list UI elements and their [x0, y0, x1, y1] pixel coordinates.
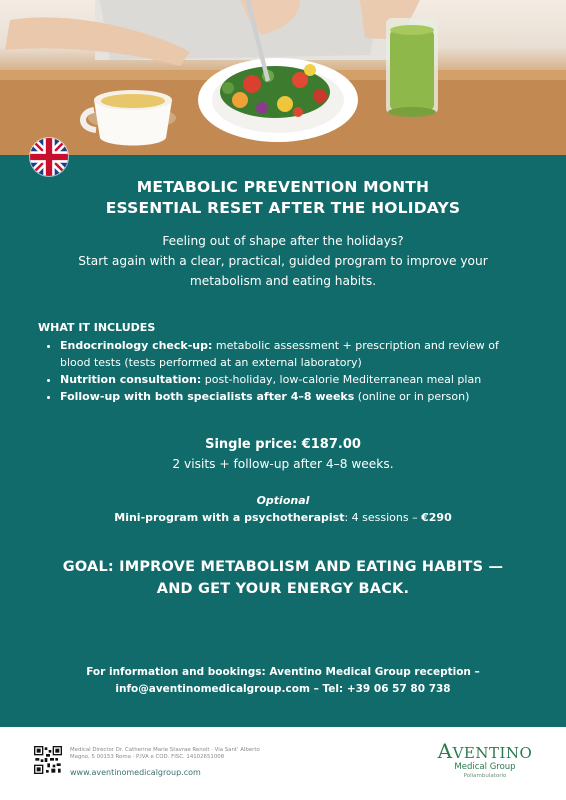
- content-panel: [0, 155, 566, 727]
- uk-flag-icon: [30, 138, 68, 176]
- intro-text: [40, 231, 526, 291]
- legal-line-1: Medical Director Dr. Catherine Marie Stavrae Renoit · Via Sant' Alberto: [70, 747, 260, 753]
- list-item: [60, 337, 528, 371]
- optional-price: €290: [421, 511, 452, 524]
- contact-info: [0, 664, 566, 698]
- logo-subtitle: Medical Group: [454, 762, 516, 772]
- item-text: (online or in person): [354, 390, 470, 403]
- item-text: post-holiday, low-calorie Mediterranean meal plan: [201, 373, 482, 386]
- logo-brand: [430, 739, 540, 763]
- intro-line-3: metabolism and eating habits.: [189, 274, 377, 288]
- qr-code-icon[interactable]: [34, 746, 62, 774]
- includes-list: [38, 337, 528, 405]
- intro-line-2: Start again with a clear, practical, guided program to improve your: [78, 254, 488, 268]
- optional-label: Optional: [256, 494, 310, 507]
- meal-illustration: [0, 0, 566, 155]
- logo-brand-rest: VENTINO: [452, 744, 533, 762]
- price-section: [0, 435, 566, 473]
- item-text: metabolic assessment + prescription and review of blood tests (tests performed at an external laboratory): [60, 339, 499, 369]
- price-headline: Single price: €187.00: [205, 437, 361, 452]
- item-bold: Endocrinology check-up:: [60, 339, 213, 352]
- item-bold: Nutrition consultation:: [60, 373, 202, 386]
- includes-section: [38, 319, 528, 405]
- optional-line: [0, 509, 566, 526]
- aventino-logo: [430, 739, 540, 780]
- optional-program: Mini-program with a psychotherapist: [114, 511, 345, 524]
- headline-line-1: METABOLIC PREVENTION MONTH: [136, 178, 430, 196]
- goal-line-2: AND GET YOUR ENERGY BACK.: [156, 581, 410, 597]
- optional-sessions: : 4 sessions –: [344, 511, 422, 524]
- contact-line-1: For information and bookings: Aventino Medical Group reception –: [86, 666, 480, 678]
- logo-initial: A: [437, 739, 453, 763]
- website-link[interactable]: www.aventinomedicalgroup.com: [70, 768, 201, 777]
- intro-line-1: Feeling out of shape after the holidays?: [162, 234, 404, 248]
- legal-line-2: Magno, 5 00153 Roma · P.IVA e COD. FISC. 14102651008: [70, 754, 225, 760]
- hero-photo: [0, 0, 566, 155]
- price-detail: 2 visits + follow-up after 4–8 weeks.: [172, 457, 394, 471]
- logo-tagline: Poliambulatorio: [463, 773, 507, 779]
- list-item: [60, 388, 528, 405]
- optional-section: [0, 492, 566, 526]
- contact-line-2[interactable]: info@aventinomedicalgroup.com – Tel: +39 06 57 80 738: [115, 683, 451, 695]
- goal-line-1: GOAL: IMPROVE METABOLISM AND EATING HABITS —: [62, 559, 504, 575]
- headline-line-2: ESSENTIAL RESET AFTER THE HOLIDAYS: [105, 199, 461, 217]
- item-bold: Follow-up with both specialists after 4–8 weeks: [60, 390, 355, 403]
- footer: [0, 727, 566, 800]
- includes-heading: WHAT IT INCLUDES: [38, 321, 156, 334]
- list-item: [60, 371, 528, 388]
- legal-info: [70, 747, 270, 761]
- goal-statement: [0, 556, 566, 600]
